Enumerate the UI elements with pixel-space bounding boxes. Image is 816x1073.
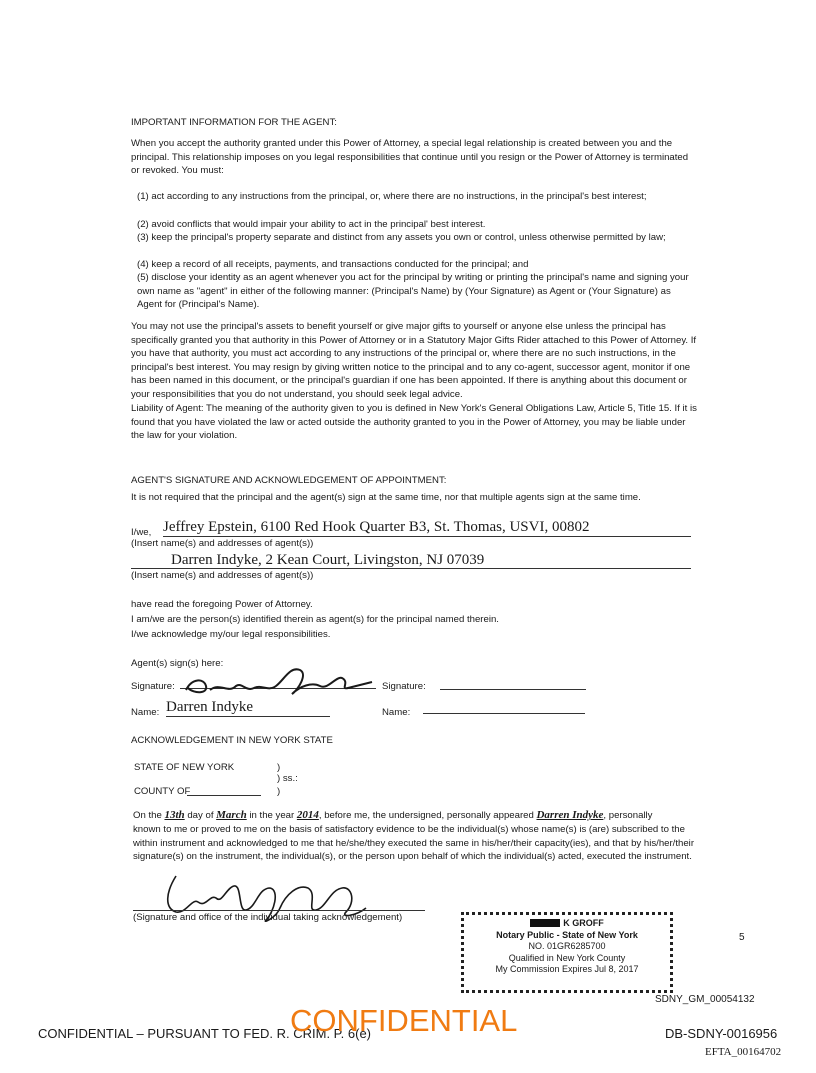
duty-3: (3) keep the principal's property separate and distinct from any assets you own or control, unless otherwise permitted by law;: [137, 232, 666, 243]
duty-2: (2) avoid conflicts that would impair your ability to act in the principal' best interest.: [137, 219, 486, 230]
name-field[interactable]: Darren Indyke: [166, 699, 330, 717]
year-value: 2014: [296, 809, 319, 821]
notary-caption: (Signature and office of the individual taking acknowledgement): [133, 912, 403, 923]
signature-line-2[interactable]: [440, 689, 586, 690]
ack-first-line: On the 13th day of March in the year 2014, before me, the undersigned, personally appeared Darren Indyke, personally: [133, 809, 653, 821]
agent-1-field[interactable]: Jeffrey Epstein, 6100 Red Hook Quarter B3, St. Thomas, USVI, 00802: [163, 518, 691, 537]
agent-signature: [180, 660, 380, 700]
name-label: Name:: [131, 707, 160, 718]
month-value: March: [216, 809, 247, 821]
confidential-watermark: CONFIDENTIAL: [290, 1003, 518, 1038]
county-label: COUNTY OF: [134, 786, 191, 797]
ack-heading: ACKNOWLEDGEMENT IN NEW YORK STATE: [131, 735, 333, 746]
agent-section-heading: AGENT'S SIGNATURE AND ACKNOWLEDGEMENT OF APPOINTMENT:: [131, 475, 447, 486]
duty-5: (5) disclose your identity as an agent whenever you act for the principal by writing or printing the principal's name and signing your own name as "agent" in either of the following manner: (Principal's Name) by (Your Signature) as Agent or (Your Signature) as Agent for (Principal's Name).: [137, 272, 689, 311]
footer-confidential-notice: CONFIDENTIAL – PURSUANT TO FED. R. CRIM. P. 6(e): [38, 1026, 372, 1041]
duty-1: (1) act according to any instructions from the principal, or, where there are no instructions, in the principal's best interest;: [137, 191, 647, 202]
insert-label-2: (Insert name(s) and addresses of agent(s)): [131, 570, 314, 581]
appeared-value: Darren Indyke: [536, 809, 604, 821]
statement-1: have read the foregoing Power of Attorney.: [131, 599, 313, 610]
ack-body: known to me or proved to me on the basis of satisfactory evidence to be the individual(s) whose name(s) is (are) subscribed to the within instrument and acknowledged to me that he/she/they executed the same in his/her/their capacity(ies), and that by his/her/their signature(s) on the instrument, the individual(s), or the person upon behalf of which the individual(s) acted, executed the instrument.: [133, 824, 695, 863]
redaction-block: [530, 919, 560, 927]
stamp-line-4: My Commission Expires Jul 8, 2017: [495, 964, 639, 974]
county-line[interactable]: [187, 795, 261, 796]
liability-paragraph: Liability of Agent: The meaning of the authority given to you is defined in New York's General Obligations Law, Article 5, Title 15. If it is found that you have violated the law or acted outside the authority granted to you in the Power of Attorney, you may be liable under the law for your violation.: [131, 403, 697, 442]
ss-label: ) ss.:: [277, 773, 298, 784]
stamp-line-3: Qualified in New York County: [508, 952, 626, 963]
statement-2: I am/we are the person(s) identified therein as agent(s) for the principal named therein.: [131, 614, 499, 625]
name-line-2[interactable]: [423, 713, 585, 714]
page-number: 5: [739, 932, 745, 943]
stamp-line-2: NO. 01GR6285700: [528, 941, 606, 951]
signature-label: Signature:: [131, 681, 175, 692]
stamp-line-1: Notary Public - State of New York: [496, 929, 638, 940]
paren-3: ): [277, 786, 281, 797]
iwe-label: I/we,: [131, 527, 152, 538]
important-intro: When you accept the authority granted under this Power of Attorney, a special legal relationship is created between you and the principal. This relationship imposes on you legal responsibilities that continue until you resign or the Power of Attorney is terminated or revoked. You must:: [131, 138, 689, 177]
name-label-2: Name:: [382, 707, 411, 718]
day-value: 13th: [164, 809, 185, 821]
statement-3: I/we acknowledge my/our legal responsibilities.: [131, 629, 331, 640]
agent-section-note: It is not required that the principal and the agent(s) sign at the same time, nor that multiple agents sign at the same time.: [131, 492, 641, 503]
state-label: STATE OF NEW YORK: [134, 762, 235, 773]
notary-stamp: [461, 912, 673, 993]
signs-here-label: Agent(s) sign(s) here:: [131, 658, 224, 669]
duty-4: (4) keep a record of all receipts, payments, and transactions conducted for the principal; and: [137, 259, 529, 270]
footer-bates: DB-SDNY-0016956: [665, 1026, 778, 1041]
insert-label-1: (Insert name(s) and addresses of agent(s)): [131, 538, 314, 549]
footer-efta: EFTA_00164702: [705, 1046, 782, 1058]
bates-sdny-gm: SDNY_GM_00054132: [655, 994, 755, 1005]
signature-label-2: Signature:: [382, 681, 426, 692]
agent-2-field[interactable]: Darren Indyke, 2 Kean Court, Livingston, NJ 07039: [131, 552, 691, 569]
stamp-name-line: K GROFF: [464, 918, 670, 930]
important-heading: IMPORTANT INFORMATION FOR THE AGENT:: [131, 117, 337, 128]
paren-1: ): [277, 762, 281, 773]
restriction-paragraph: You may not use the principal's assets to benefit yourself or give major gifts to yourself or anyone else unless the principal has specifically granted you that authority in this Power of Attorney or in a Statutory Major Gifts Rider attached to this Power of Attorney. If you have that authority, you must act according to any instructions of the principal or, where there are no such instructions, in the principal's best interest. You may resign by giving written notice to the principal and to any co-agent, successor agent, monitor if one has been named in this document, or the principal's guardian if one has been appointed. If there is anything about this document or your responsibilities that you do not understand, you should seek legal advice.: [131, 321, 697, 400]
